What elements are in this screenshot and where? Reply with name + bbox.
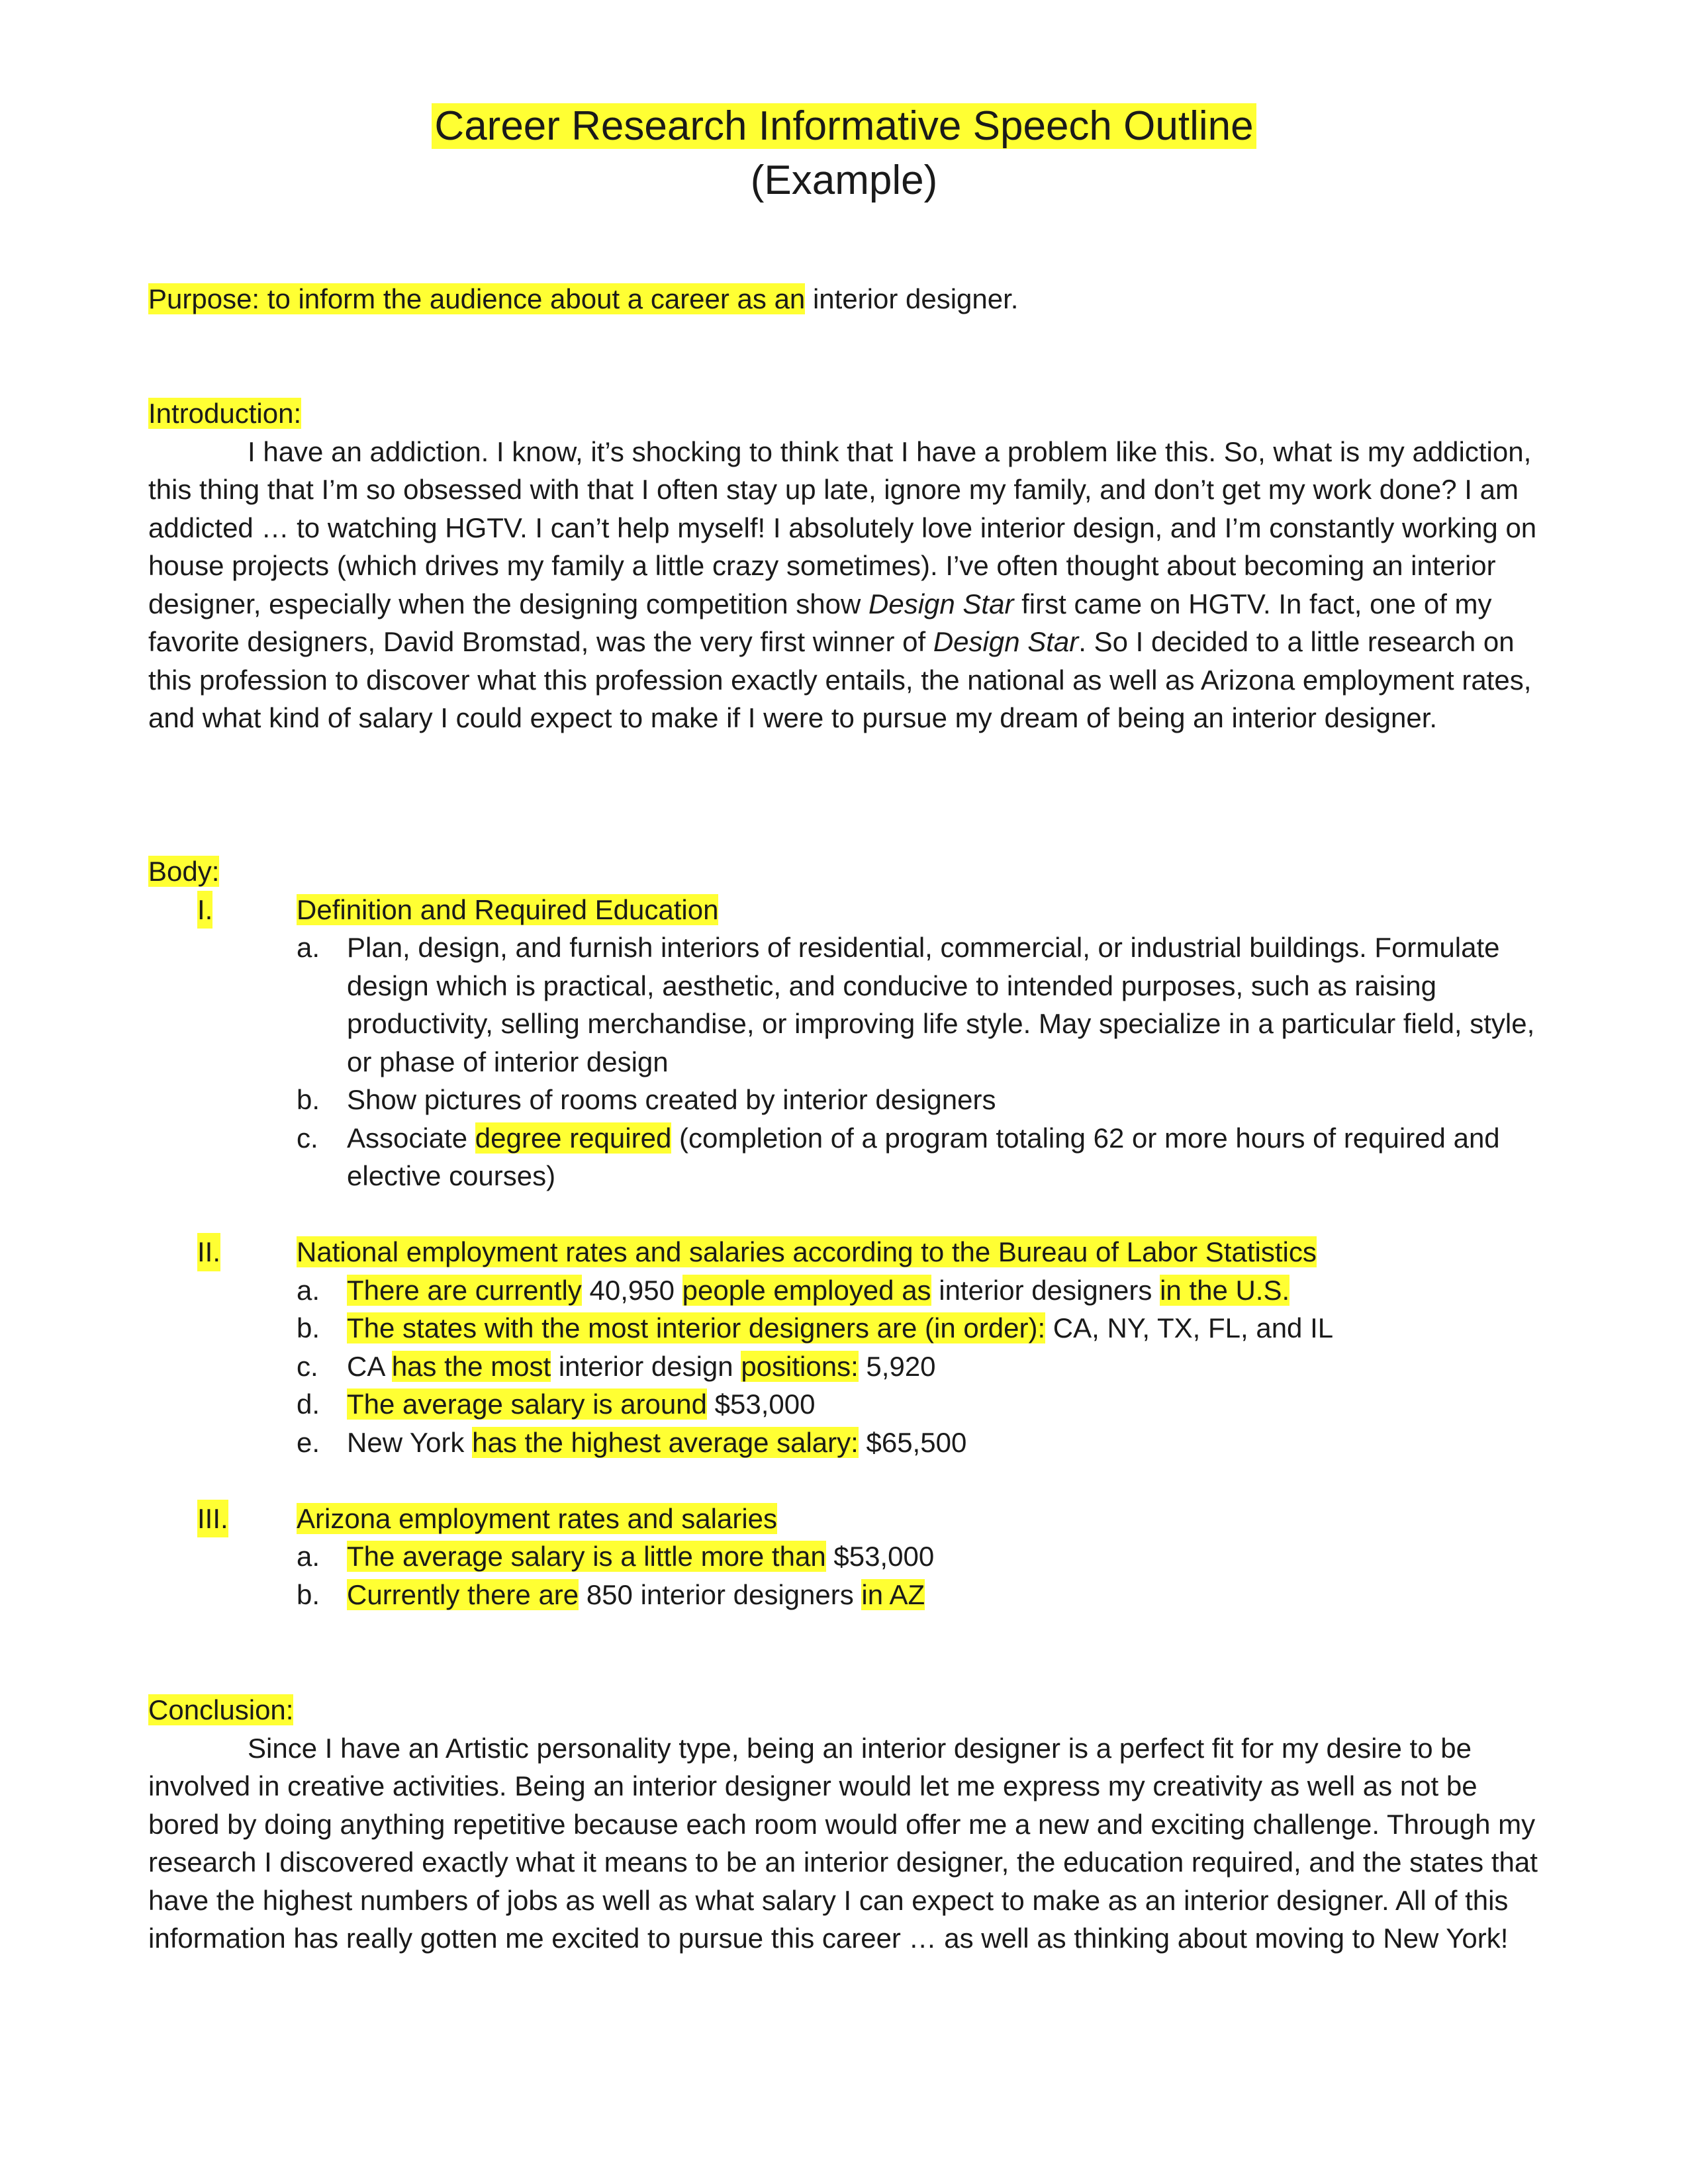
document-title: Career Research Informative Speech Outline <box>0 99 1688 154</box>
outline-section <box>148 1233 1552 1500</box>
section-number: III. <box>197 1500 228 1538</box>
list-item: c. CA has the most interior design positions: 5,920 <box>297 1350 936 1382</box>
conclusion-paragraph: Since I have an Artistic personality type, being an interior designer is a perfect fit for my desire to be involved in creative activities. Being an interior designer would let me express my creativity as well as not be bored by doing anything repetitive because each room would offer me a new and exciting challenge. Through my research I discovered exactly what it means to be an interior designer, the education required, and the states that have the highest numbers of jobs as well as what salary I can expect to make as an interior designer. All of this information has really gotten me excited to pursue this career … as well as thinking about moving to New York! <box>148 1732 1538 1954</box>
section-heading: Arizona employment rates and salaries <box>297 1502 778 1534</box>
document-subtitle: (Example) <box>750 158 938 203</box>
list-item: e. New York has the highest average salary: $65,500 <box>297 1426 967 1458</box>
introduction-section <box>148 394 1552 737</box>
list-item: a. There are currently 40,950 people employed as interior designers in the U.S. <box>297 1274 1290 1306</box>
outline-section <box>148 1500 1552 1614</box>
introduction-label: Introduction: <box>148 398 302 429</box>
body-label: Body: <box>148 856 220 887</box>
show-title: Design Star <box>868 588 1014 619</box>
introduction-paragraph: I have an addiction. I know, it’s shocking to think that I have a problem like this. So, what is my addiction, this thing that I’m so obsessed with that I often stay up late, ignore my family, and don’t get my work done? I am addicted … to watching HGTV. I can’t help myself! I absolutely love interior design, and I’m constantly working on house projects (which drives my family a little crazy sometimes). I’ve often thought about becoming an interior designer, especially when the designing competition show Design Star first came on HGTV. In fact, one of my favorite designers, David Bromstad, was the very first winner of Design Star. So I decided to a little research on this profession to discover what this profession exactly entails, the national as well as Arizona employment rates, and what kind of salary I could expect to make if I were to pursue my dream of being an interior designer. <box>148 435 1537 733</box>
body-outline <box>148 891 1552 1614</box>
list-item: d. The average salary is around $53,000 <box>297 1388 816 1420</box>
title-block <box>0 99 1688 208</box>
section-heading: Definition and Required Education <box>297 893 719 925</box>
section-items <box>297 1271 1552 1462</box>
conclusion-label: Conclusion: <box>148 1694 294 1725</box>
list-item: a. The average salary is a little more than $53,000 <box>297 1541 935 1572</box>
body-section <box>148 852 1552 1614</box>
section-items <box>297 1537 1552 1614</box>
section-items <box>297 929 1552 1195</box>
show-title: Design Star <box>933 626 1079 657</box>
purpose-line <box>148 280 1552 318</box>
list-item: b. The states with the most interior designers are (in order): CA, NY, TX, FL, and IL <box>297 1312 1334 1343</box>
section-heading: National employment rates and salaries according to the Bureau of Labor Statistics <box>297 1236 1317 1267</box>
outline-section <box>148 891 1552 1234</box>
purpose-label: Purpose: to inform the audience about a career as an <box>148 283 806 314</box>
section-number: I. <box>197 891 212 929</box>
section-number: II. <box>197 1233 220 1271</box>
list-item: b. Currently there are 850 interior designers in AZ <box>297 1578 925 1610</box>
conclusion-section <box>148 1691 1552 1958</box>
list-item: a. Plan, design, and furnish interiors of residential, commercial, or industrial buildings. Formulate design which is practical, aesthetic, and conducive to intended purposes, such as raising productivity, selling merchandise, or improving life style. May specialize in a particular field, style, or phase of interior design <box>297 932 1535 1077</box>
list-item: c. Associate degree required (completion of a program totaling 62 or more hours of required and elective courses) <box>297 1122 1500 1191</box>
list-item: b. Show pictures of rooms created by interior designers <box>297 1084 996 1115</box>
purpose-text: interior designer. <box>805 283 1019 314</box>
